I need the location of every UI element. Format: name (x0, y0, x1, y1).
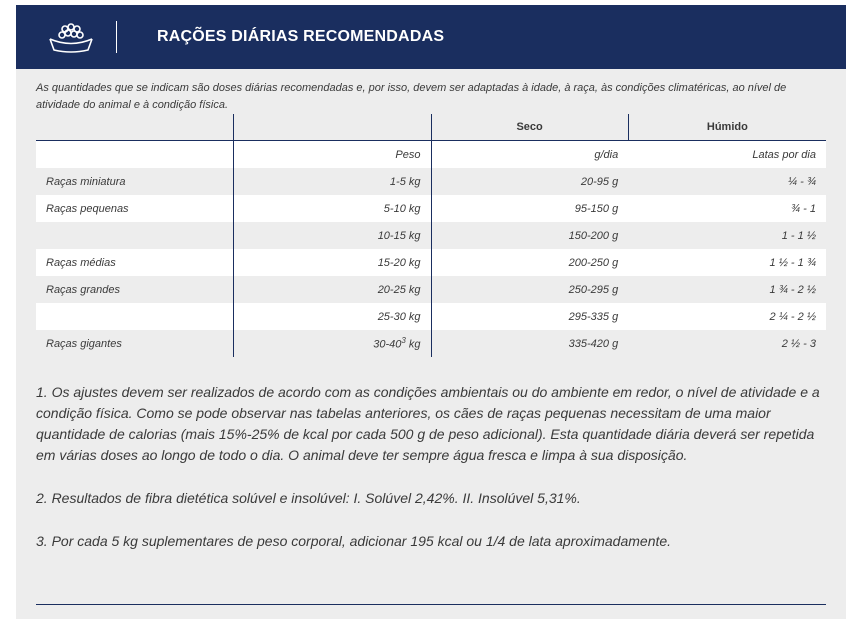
footnote-marker: 3 (401, 336, 406, 346)
weight-cell: 1-5 kg (234, 168, 431, 195)
column-header-weight: Peso (234, 141, 431, 169)
table-header-row (36, 141, 826, 169)
table-group-header-row (36, 114, 826, 141)
table-row (36, 249, 826, 276)
table-row (36, 276, 826, 303)
rations-table (36, 114, 826, 357)
dry-cell: 295-335 g (431, 303, 628, 330)
footnotes (36, 382, 828, 574)
group-header-empty (36, 114, 234, 141)
group-header-empty (234, 114, 431, 141)
dry-cell: 150-200 g (431, 222, 628, 249)
wet-cell: ¼ - ¾ (628, 168, 826, 195)
dry-cell: 335-420 g (431, 330, 628, 357)
food-bowl-icon (46, 21, 96, 53)
breed-cell (36, 303, 234, 330)
weight-cell: 10-15 kg (234, 222, 431, 249)
breed-cell (36, 222, 234, 249)
group-header-dry: Seco (431, 114, 628, 141)
wet-cell: 2 ½ - 3 (628, 330, 826, 357)
panel-header (16, 5, 846, 69)
wet-cell: 1 - 1 ½ (628, 222, 826, 249)
table-row (36, 303, 826, 330)
breed-cell: Raças grandes (36, 276, 234, 303)
intro-text: As quantidades que se indicam são doses diárias recomendadas e, por isso, devem ser adaptadas à idade, à raça, às condições climatéricas, ao nível de atividade do animal e à condição física. (36, 82, 787, 111)
wet-cell: 1 ½ - 1 ¾ (628, 249, 826, 276)
weight-cell: 15-20 kg (234, 249, 431, 276)
table-row (36, 222, 826, 249)
dry-cell: 250-295 g (431, 276, 628, 303)
dry-cell: 200-250 g (431, 249, 628, 276)
breed-cell: Raças médias (36, 249, 234, 276)
footnote-1: 1. Os ajustes devem ser realizados de acordo com as condições ambientais ou do ambiente em redor, o nível de atividade e a condição física. Como se pode observar nas tabelas anteriores, os cães de raças pequenas necessitam de uma maior quantidade de calorias (mais 15%-25% de kcal por cada 500 g de peso adicional). Esta quantidade diária deverá ser repetida em várias doses ao longo de todo o dia. O animal deve ter sempre água fresca e limpa à sua disposição. (36, 384, 820, 463)
footnote-3: 3. Por cada 5 kg suplementares de peso corporal, adicionar 195 kcal ou 1/4 de lata aproximadamente. (36, 533, 672, 549)
dry-cell: 95-150 g (431, 195, 628, 222)
weight-cell: 25-30 kg (234, 303, 431, 330)
column-header-cans-per-day: Latas por dia (628, 141, 826, 169)
weight-unit: kg (405, 338, 421, 351)
table-row (36, 330, 826, 357)
column-header-breed (36, 141, 234, 169)
breed-cell: Raças gigantes (36, 330, 234, 357)
bottom-divider (36, 604, 826, 605)
weight-cell: 20-25 kg (234, 276, 431, 303)
header-divider (116, 21, 117, 53)
dry-cell: 20-95 g (431, 168, 628, 195)
table-row (36, 168, 826, 195)
breed-cell: Raças pequenas (36, 195, 234, 222)
breed-cell: Raças miniatura (36, 168, 234, 195)
weight-value: 30-40 (373, 338, 402, 351)
weight-cell (234, 330, 431, 357)
page-title: RAÇÕES DIÁRIAS RECOMENDADAS (157, 28, 445, 45)
footnote-2: 2. Resultados de fibra dietética solúvel e insolúvel: I. Solúvel 2,42%. II. Insolúvel 5,31%. (36, 490, 581, 506)
table-row (36, 195, 826, 222)
wet-cell: 1 ¾ - 2 ½ (628, 276, 826, 303)
wet-cell: ¾ - 1 (628, 195, 826, 222)
weight-cell: 5-10 kg (234, 195, 431, 222)
column-header-grams-per-day: g/dia (431, 141, 628, 169)
group-header-wet: Húmido (628, 114, 826, 141)
wet-cell: 2 ¼ - 2 ½ (628, 303, 826, 330)
rations-panel (16, 5, 846, 619)
